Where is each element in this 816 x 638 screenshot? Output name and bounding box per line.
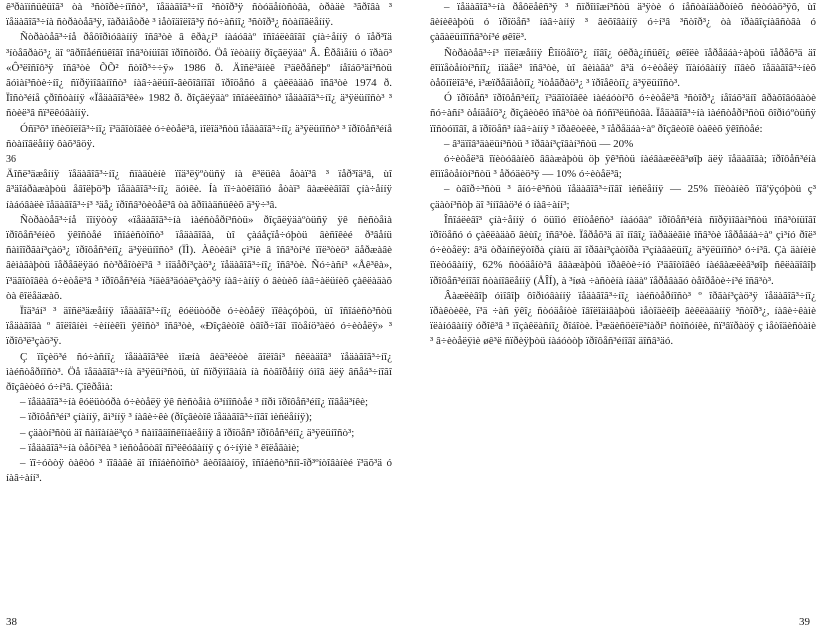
list-item: ó÷èòåë³â îïèòóâàíèõ ââàæàþòü öþ ÿê³ñòü íàéâàæëèâ³øîþ äëÿ ïåäàãîãà; ïðîôåñ³éíà êîìïåòåíòí³ñòü ³ åðóäèö³ÿ — 10% ó÷èòåë³â; — [430, 153, 816, 181]
paragraph: ê³ðàїíñüêüîã³ òà ³ñòîðè÷íîñò³, ïåäàãîã³÷íî ²ñòîð³ÿ ñòóäåíòñòâà, òðàäè ³ãðîâà ³ ïåäàãîã³÷íà ñòðàòåã³ÿ, ïàðàìåòðè ³ ìåòîäîëîã³ÿ ñó÷àñíî¿ ³ñòîð³¿ ñòàíîâëåííÿ. — [6, 1, 392, 29]
page-number-right: 39 — [799, 616, 810, 628]
right-text-column — [430, 0, 816, 520]
inline-page-marker — [6, 152, 392, 167]
list-item: – òâîð÷³ñòü ³ ãíó÷ê³ñòü ïåäàãîã³÷íîãî ìèñëåííÿ — 25% îïèòàíèõ ïîâ'ÿçóþòü ç³ çäàòí³ñòþ äî ³ííîâàö³é ó íàâ÷àíí³; — [430, 183, 816, 211]
paragraph: Âàæëèâîþ óìîâîþ ôîðìóâàííÿ ïåäàãîã³÷íî¿ ìàéñòåðíîñò³ º îðãàí³çàö³ÿ ïåäàãîã³÷íî¿ ïðàêòèêè, ï³ä ÷àñ ÿêî¿ ñòóäåíòè îâîëîäіâàþòü ìåòîäèêîþ âèêëàäàííÿ ³ñòîð³¿, íàâè÷êàìè ïëàíóâàííÿ óðîê³â ³ ïîçàêëàñíî¿ ðîáîòè. Ì³æäèñöèïë³íàðí³ ñòîñóíêè, ñï³âïðàöÿ ç ìåòîäèñòàìè ³ â÷èòåëÿìè øê³ë ñïðèÿþòü íàáóòòþ ïðîôåñ³éíîãî äîñâ³äó. — [430, 289, 816, 348]
left-text-column — [6, 0, 392, 520]
page-number-left: 38 — [6, 616, 17, 628]
list-item: – ïåäàãîã³÷íà ðåôëåêñ³ÿ ³ ñïðîìîæí³ñòü ä³ÿòè ó íåñòàíäàðòíèõ ñèòóàö³ÿõ, ùî âèíèêàþòü ó ïðîöåñ³ íàâ÷àííÿ ³ âèõîâàííÿ ó÷í³â ³ñòîð³¿ òà ïðàâîçíàâñòâà ó çàãàëüíîîñâ³òí³é øêîë³. — [430, 1, 816, 44]
paragraph: Ñòðàòåã³÷íå ðåôîðìóâàííÿ îñâ³òè â êðà¿í³ íàáóâàº îñîáëèâîãî çíà÷åííÿ ó ïåð³îä ³íòåãðàö³¿ äî ºâðîïåéñüêîãî îñâ³òíüîãî ïðîñòîðó. Öå ïèòàííÿ ðîçãëÿäàº Â. Êðåìåíü ó ïðàö³ «Ô³ëîñîô³ÿ îñâ³òè ÕÕ² ñòîð³÷÷ÿ» 1986 ð. Äîñë³äíèê ï³äêðåñëþº íåîáõ³äí³ñòü ãóìàí³ñòè÷íî¿ ñïðÿìîâàíîñò³ íàâ÷àëüíî-âèõîâíîãî ïðîöåñó â çàêëàäàõ îñâ³òè 1974 ð. Ïîñò³éíå çðîñòàííÿ «Ïåäàãîã³êè» 1982 ð. ðîçãëÿäàº îñîáëèâîñò³ ïåäàãîã³÷íî¿ ä³ÿëüíîñò³ ³ ñòèë³â ñï³ëêóâàííÿ. — [6, 31, 392, 120]
paragraph: Ó ïðîöåñ³ ïðîôåñ³éíî¿ ï³äãîòîâêè ìàéáóòí³õ ó÷èòåë³â ³ñòîð³¿ íåîáõ³äíî âðàõîâóâàòè ñó÷àñí³ òåíäåíö³¿ ðîçâèòêó îñâ³òè òà ñóñï³ëüñòâà. Ïåäàãîã³÷íà ìàéñòåðí³ñòü ôîðìóºòüñÿ ïîñòóïîâî, â ïðîöåñ³ íàâ÷àííÿ ³ ïðàêòèêè, ³ ïåðåäáà÷àº ðîçâèòîê òàêèõ ÿêîñòåé: — [430, 92, 816, 135]
list-item: – ïðîôåñ³éí³ çíàííÿ, âì³ííÿ ³ íàâè÷êè (ðîçâèòîê ïåäàãîã³÷íîãî ìèñëåííÿ); — [20, 411, 313, 424]
paragraph: Ñòðàòåã³÷íå ïîíÿòòÿ «ïåäàãîã³÷íà ìàéñòåðí³ñòü» ðîçãëÿäàºòüñÿ ÿê ñèñòåìà ïðîôåñ³éíèõ ÿêîñòåé îñîáèñòîñò³ ïåäàãîãà, ùî çàáåçïå÷óþòü âèñîêèé ð³âåíü ñàìîîðãàí³çàö³¿ ïðîôåñ³éíî¿ ä³ÿëüíîñò³ (ÏÌ). Àêòèâí³ çì³íè â îñâ³òí³é ïîë³òèö³ äåðæàâè âèìàãàþòü ïåðåãëÿäó ñò³ðåîòèï³â ³ ìîäåðí³çàö³¿ ïåäàãîã³÷íî¿ îñâ³òè. Ñó÷àñí³ «Åê³êà», ï³äãîòîâêà ó÷èòåë³â ³ ïðîôåñ³éíà ³íäèâ³äóàë³çàö³ÿ íàâ÷àííÿ ó âèùèõ íàâ÷àëüíèõ çàêëàäàõ òà êîëåäæàõ. — [6, 213, 392, 302]
list-item: – çäàòí³ñòü äî ñàìîàíàë³çó ³ ñàìîâäîñêîíàëåííÿ â ïðîöåñ³ ïðîôåñ³éíî¿ ä³ÿëüíîñò³; — [20, 426, 355, 439]
paragraph: Äîñë³äæåííÿ ïåäàãîã³÷íî¿ ñïàäùèíè ïîä³ëÿºòüñÿ íà ê³ëüêà åòàï³â ³ ïåð³îä³â, ùî â³äîáðàæàþòü åâîëþö³þ ïåäàãîã³÷íî¿ äóìêè. Íà ïî÷àòêîâîìó åòàï³ âàæëèâîãî çíà÷åííÿ íàáóâàëè ïåäàãîã³÷í³ ³äå¿ ïðîñâ³òèòåë³â òà ãðîìàäñüêèõ ä³ÿ÷³â. — [6, 168, 392, 211]
list-item: – ïåäàãîã³÷íà êóëüòóðà ó÷èòåëÿ ÿê ñèñòåìà ö³ííîñòåé ³ íîðì ïðîôåñ³éíî¿ ïîâåä³íêè; — [20, 396, 369, 409]
right-page — [408, 0, 816, 638]
paragraph: Ç ïîçèö³é ñó÷àñíî¿ ïåäàãîã³êè ìîæíà âèä³ëèòè ãîëîâí³ ñêëàäîâ³ ïåäàãîã³÷íî¿ ìàéñòåðíîñò³. Öå ïåäàãîã³÷íà ä³ÿëüí³ñòü, ùî ñïðÿìîâàíà íà ñòâîðåííÿ óìîâ äëÿ âñåá³÷íîãî ðîçâèòêó ó÷í³â. Çîêðåìà: — [6, 350, 392, 394]
right-list-top — [430, 0, 816, 91]
inline-page-marker-text: 36 — [6, 154, 16, 166]
paragraph: Óñï³õ³ ïñèõîëîã³÷íî¿ ï³äãîòîâêè ó÷èòåë³â, ìîëîä³ñòü ïåäàãîã³÷íî¿ ä³ÿëüíîñò³ ³ ïðîôåñ³éíå ñòàíîâëåííÿ ôàõ³âöÿ. — [6, 122, 392, 150]
left-list — [6, 395, 392, 486]
paragraph: Ïîä³áí³ ³ äîñë³äæåííÿ ïåäàãîã³÷íî¿ êóëüòóðè ó÷èòåëÿ ïîêàçóþòü, ùî îñîáèñò³ñòü ïåäàãîãà º ãîëîâíèì ÷èííèêîì ÿêîñò³ îñâ³òè, «Ðîçâèòîê òâîð÷îãî ïîòåíö³àëó ó÷èòåëÿ» ³ ïðîô³ë³çàö³ÿ. — [6, 305, 392, 348]
list-item: – â³äïîâ³äàëüí³ñòü ³ îðãàí³çîâàí³ñòü — 20% — [444, 137, 634, 150]
list-item: – ïî÷óòòÿ òàêòó ³ ïîâàãè äî îñîáèñòîñò³ âèõîâàíöÿ, îñîáèñò³ñíî-îð³ºíòîâàíèé ï³äõ³ä ó íàâ÷àíí³. — [6, 457, 392, 485]
list-item: – ïåäàãîã³÷íà òåõí³êà ³ ìèñòåöòâî ñï³ëêóâàííÿ ç ó÷íÿìè ³ êîëåãàìè; — [20, 441, 300, 454]
paragraph: Îñîáëèâî³ çíà÷åííÿ ó öüîìó êîíòåêñò³ íàáóâàº ïðîôåñ³éíà ñïðÿìîâàí³ñòü îñâ³òíüîãî ïðîöåñó ó çàêëàäàõ âèùî¿ îñâ³òè. Ïåðåõ³ä äî íîâî¿ ïàðàäèãìè îñâ³òè ïåðåäáà÷àº çì³íó ðîë³ ó÷èòåëÿ: â³ä òðàíñëÿòîðà çíàíü äî îðãàí³çàòîðà ï³çíàâàëüíî¿ ä³ÿëüíîñò³ ó÷í³â. Çà äàíèìè îïèòóâàííÿ, 62% ñòóäåíò³â ââàæàþòü ïðàêòè÷íó ï³äãîòîâêó íàéâàæëèâ³øîþ ñêëàäîâîþ ïðîôåñ³éíîãî ñòàíîâëåííÿ (ÅÎÍ), à ³íøà ÷àñòèíà íàäàº ïåðåâàãó òåîðåòè÷í³é îñâ³ò³. — [430, 213, 816, 287]
list-item: Ñòðàòåã³÷í³ ïîëîæåííÿ Êîíöåïö³¿ íîâî¿ óêðà¿íñüêî¿ øêîëè ïåðåäáà÷àþòü ïåðåõ³ä äî êîìïåòåíòí³ñíî¿ ìîäåë³ îñâ³òè, ùî âèìàãàº â³ä ó÷èòåëÿ îïàíóâàííÿ íîâèõ ïåäàãîã³÷íèõ òåõíîëîã³é, ì³æïðåäìåòíî¿ ³íòåãðàö³¿ ³ ïðîåêòíî¿ ä³ÿëüíîñò³. — [430, 46, 816, 90]
right-list-mid — [430, 137, 816, 213]
